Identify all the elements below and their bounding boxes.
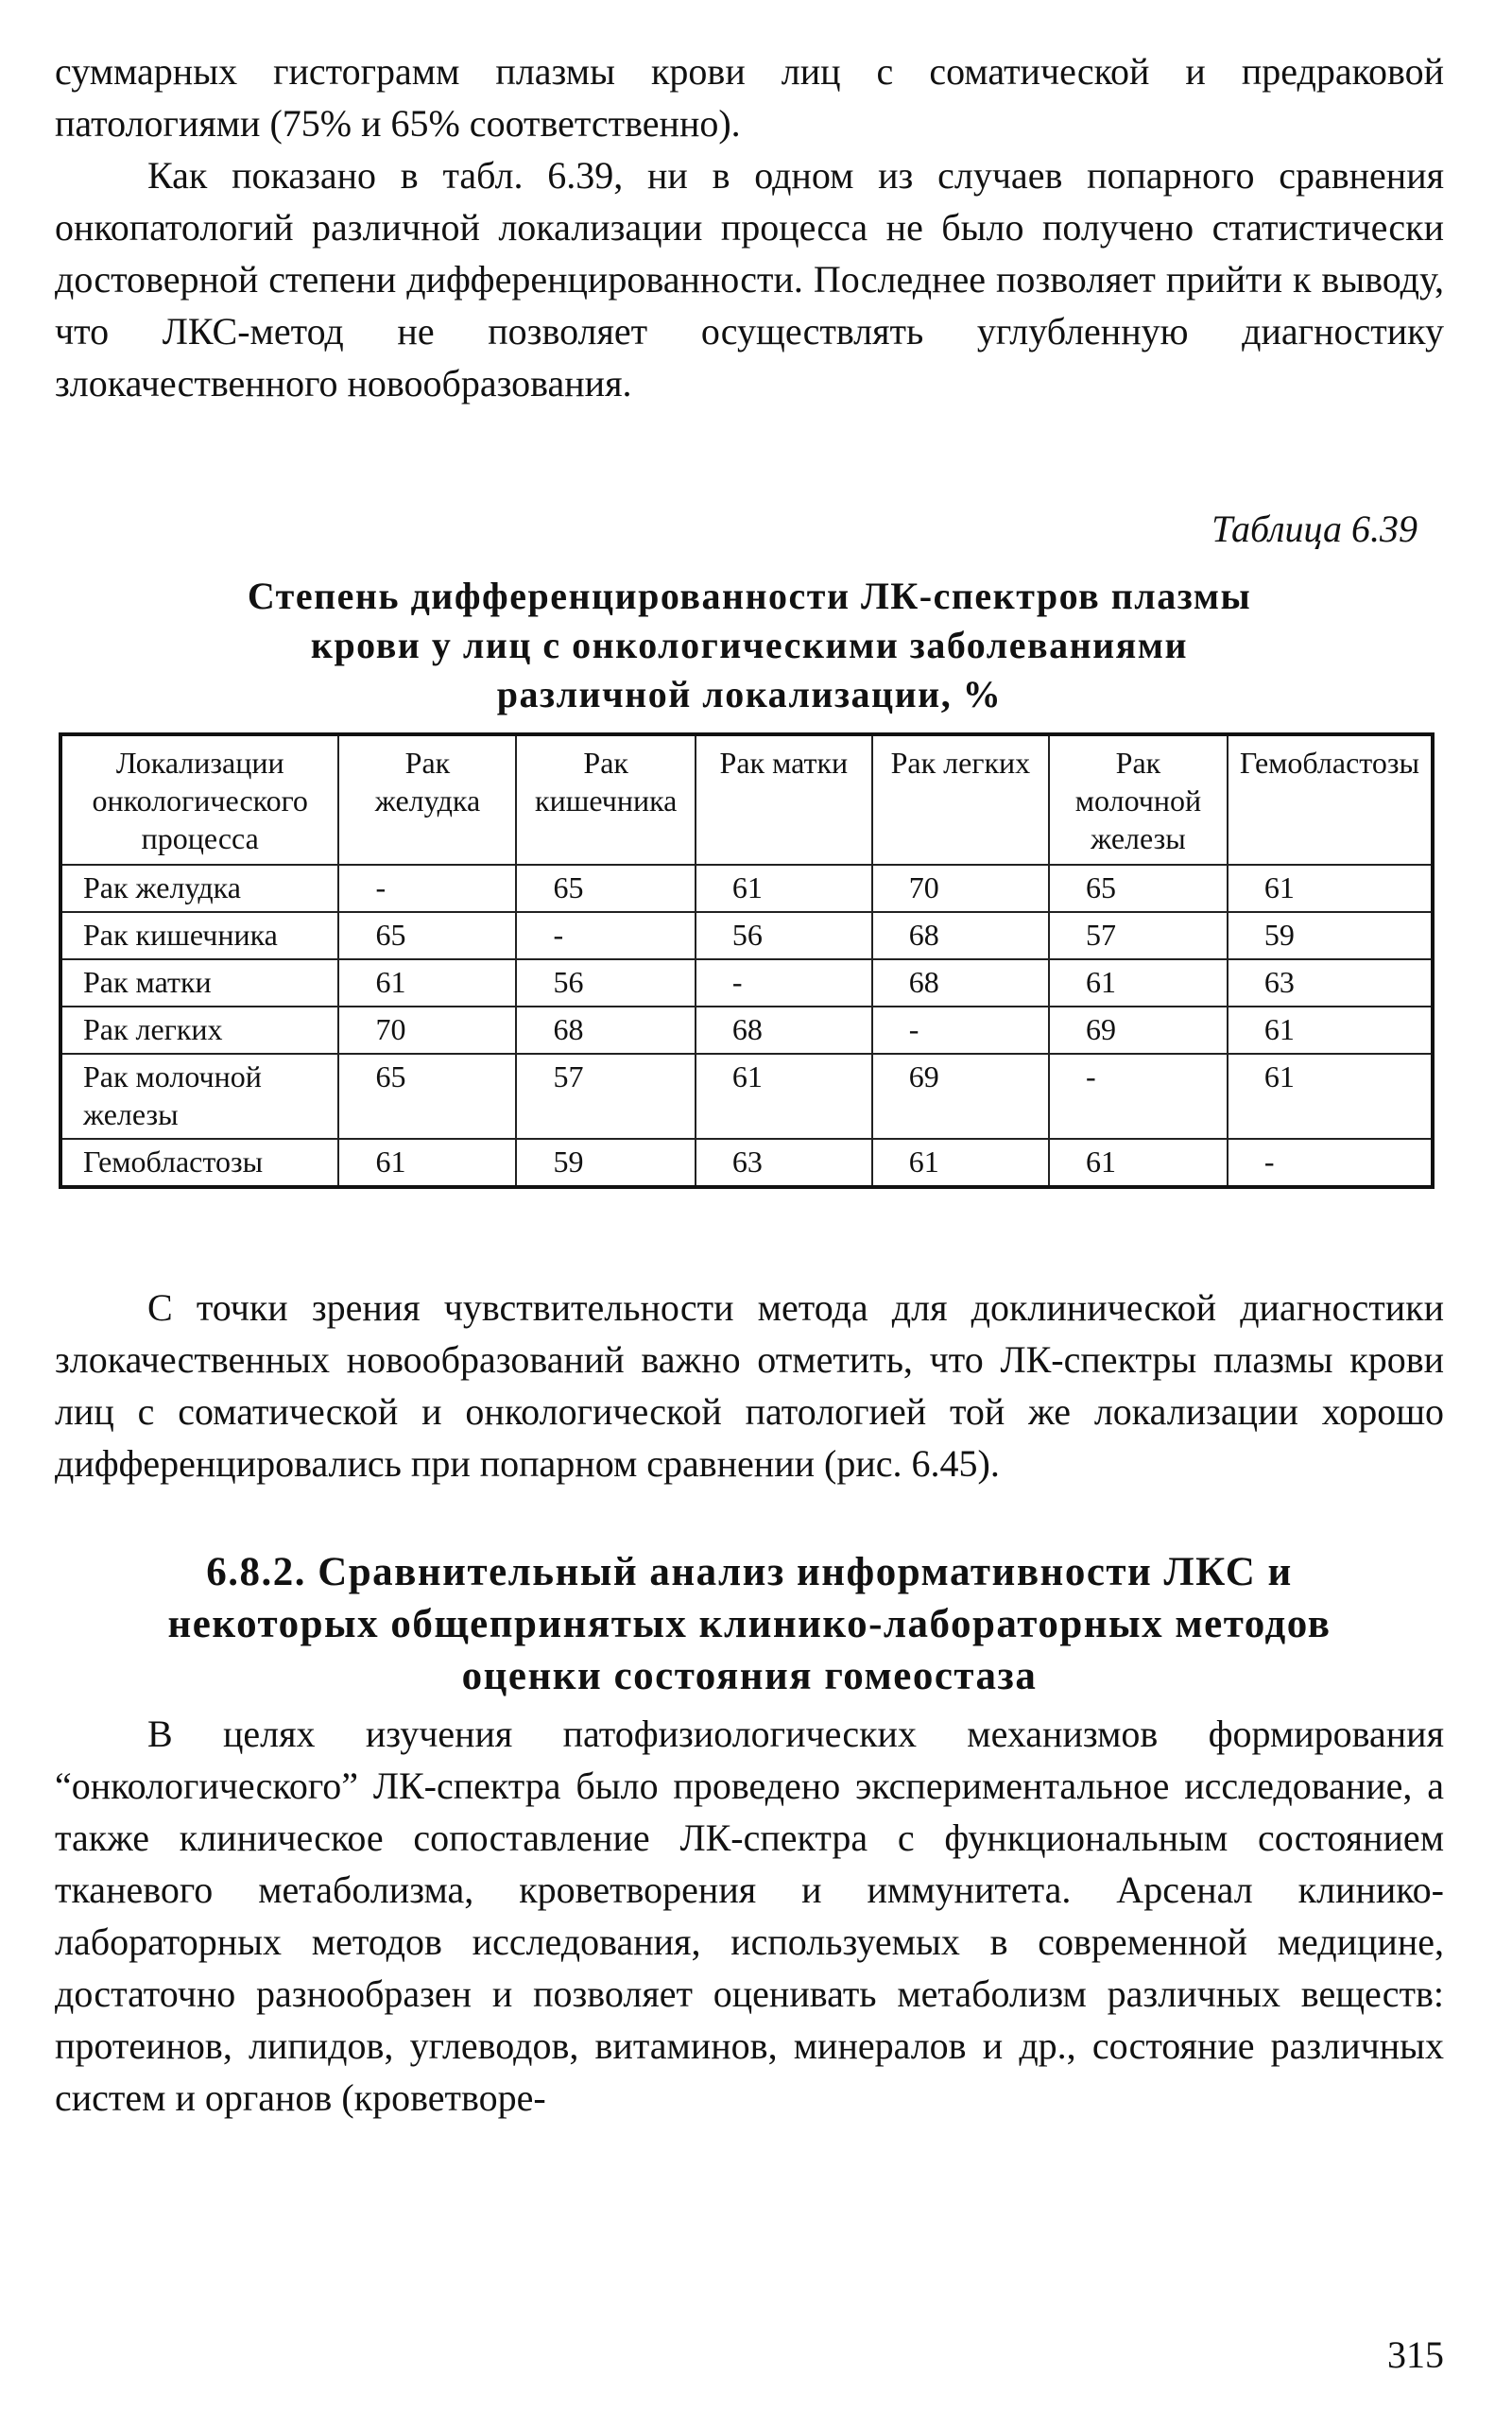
table-cell: 65 (1049, 865, 1228, 912)
page-number: 315 (1387, 2333, 1444, 2376)
row-header: Рак желудка (60, 865, 338, 912)
table-row (60, 1139, 1433, 1187)
table-cell: 65 (516, 865, 695, 912)
table-caption: Таблица 6.39 (1211, 508, 1418, 550)
table-cell: 68 (872, 912, 1049, 959)
column-header-stomach: Рак желудка (338, 734, 516, 865)
table-cell: 65 (338, 912, 516, 959)
row-header: Рак матки (60, 959, 338, 1007)
table-cell: 68 (872, 959, 1049, 1007)
column-header-lungs: Рак легких (872, 734, 1049, 865)
table-cell: 57 (1049, 912, 1228, 959)
table-row (60, 959, 1433, 1007)
column-header-localization: Локализации онкологического процесса (60, 734, 338, 865)
column-header-uterus: Рак матки (696, 734, 872, 865)
row-header: Рак кишечника (60, 912, 338, 959)
table-cell: 56 (696, 912, 872, 959)
table-cell: 70 (338, 1007, 516, 1054)
table-cell: - (516, 912, 695, 959)
section-heading-line: 6.8.2. Сравнительный анализ информативности ЛКС и (206, 1550, 1293, 1594)
paragraph-continuation: суммарных гистограмм плазмы крови лиц с соматической и предраковой патологиями (75% и 65% соответственно). (55, 50, 1444, 145)
table-cell: - (696, 959, 872, 1007)
table-cell: - (1228, 1139, 1433, 1187)
table-row (60, 1054, 1433, 1139)
table-cell: 61 (338, 959, 516, 1007)
table-cell: 68 (696, 1007, 872, 1054)
table-title-line: Степень дифференцированности ЛК-спектров плазмы (247, 575, 1252, 617)
table-cell: - (872, 1007, 1049, 1054)
paragraph-sensitivity: С точки зрения чувствительности метода для доклинической диагностики злокачественных новообразований важно отметить, что ЛК-спектры плазмы крови лиц с соматической и онкологической патологией той же локализации хорошо дифференцировались при попарном сравнении (рис. 6.45). (55, 1286, 1444, 1485)
table-cell: - (1049, 1054, 1228, 1139)
table-cell: 65 (338, 1054, 516, 1139)
table-cell: - (338, 865, 516, 912)
table-cell: 70 (872, 865, 1049, 912)
row-header: Гемобластозы (60, 1139, 338, 1187)
table-row (60, 912, 1433, 959)
table-cell: 56 (516, 959, 695, 1007)
table-title (55, 572, 1444, 719)
table-cell: 61 (1049, 959, 1228, 1007)
table-title-line: крови у лиц с онкологическими заболеваниями (310, 624, 1189, 666)
column-header-intestine: Рак кишечника (516, 734, 695, 865)
section-heading-line: оценки состояния гомеостаза (461, 1654, 1038, 1698)
page-body (55, 45, 1444, 2124)
table-title-line: различной локализации, % (496, 673, 1003, 715)
table-cell: 61 (1228, 865, 1433, 912)
table-cell: 61 (338, 1139, 516, 1187)
table-cell: 61 (1228, 1007, 1433, 1054)
table-cell: 57 (516, 1054, 695, 1139)
section-heading-line: некоторых общепринятых клинико-лабораторных методов (167, 1602, 1332, 1646)
table-row (60, 1007, 1433, 1054)
table-cell: 61 (872, 1139, 1049, 1187)
table-row (60, 865, 1433, 912)
column-header-hemoblastoses: Гемобластозы (1228, 734, 1433, 865)
table-cell: 69 (872, 1054, 1049, 1139)
paragraph-methods: В целях изучения патофизиологических механизмов формирования “онкологического” ЛК-спектра было проведено экспериментальное исследование, а также клиническое сопоставление ЛК-спектра с функциональным состоянием тканевого метаболизма, кроветворения и иммунитета. Арсенал клинико-лабораторных методов исследования, используемых в современной медицине, достаточно разнообразен и позволяет оценивать метаболизм различных веществ: протеинов, липидов, углеводов, витаминов, минералов и др., состояние различных систем и органов (кроветворе- (55, 1713, 1444, 2119)
paragraph-table-reference: Как показано в табл. 6.39, ни в одном из случаев попарного сравнения онкопатологий различной локализации процесса не было получено статистически достоверной степени дифференцированности. Последнее позволяет прийти к выводу, что ЛКС-метод не позволяет осуществлять углубленную диагностику злокачественного новообразования. (55, 154, 1444, 405)
table-cell: 61 (1228, 1054, 1433, 1139)
table-cell: 63 (696, 1139, 872, 1187)
table-cell: 68 (516, 1007, 695, 1054)
table-cell: 61 (696, 1054, 872, 1139)
column-header-breast: Рак молочной железы (1049, 734, 1228, 865)
differentiation-table (59, 732, 1435, 1189)
table-header-row (60, 734, 1433, 865)
row-header: Рак молочной железы (60, 1054, 338, 1139)
section-heading (55, 1546, 1444, 1702)
table-cell: 61 (1049, 1139, 1228, 1187)
row-header: Рак легких (60, 1007, 338, 1054)
table-cell: 59 (1228, 912, 1433, 959)
table-cell: 59 (516, 1139, 695, 1187)
table-cell: 69 (1049, 1007, 1228, 1054)
table-cell: 61 (696, 865, 872, 912)
table-cell: 63 (1228, 959, 1433, 1007)
